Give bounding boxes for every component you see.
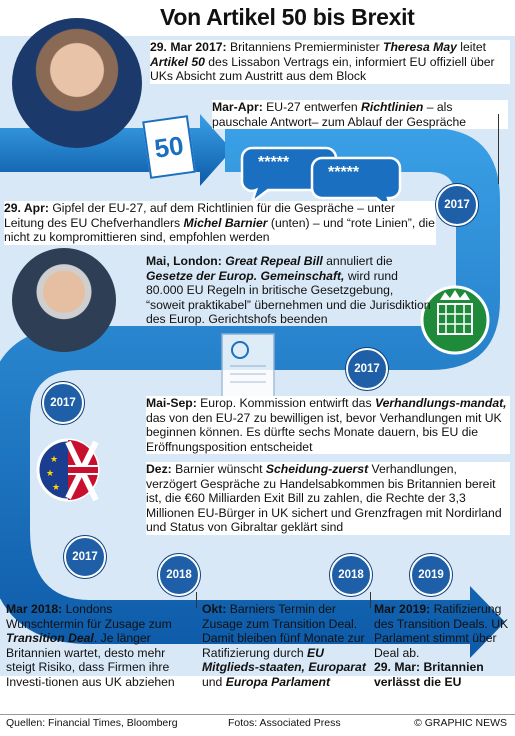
- year-badge: 2017: [42, 382, 84, 424]
- connector-line: [498, 114, 499, 184]
- theresa-may-photo: [12, 18, 142, 148]
- page-title: Von Artikel 50 bis Brexit: [160, 4, 415, 30]
- article-50-icon: 50: [142, 115, 196, 179]
- svg-text:★: ★: [50, 455, 59, 465]
- footer-copyright: © GRAPHIC NEWS: [414, 717, 507, 729]
- event-eu-summit: 29. Apr: Gipfel der EU-27, auf dem Richtlinien für die Gespräche – unter Leitung des EU Chefverhandlers Michel Barnier (unten) – und “rote Linien”, die nicht zu kompromittieren sind, empfohlen werden: [4, 201, 435, 245]
- event-transition-deal-london: Mar 2018: Londons Wunschtermin für Zusage zum Transition Deal. Je länger Britannien wartet, desto mehr steigt Risiko, dass Firmen ihre Investi-tionen aus UK abziehen: [6, 602, 175, 689]
- year-badge: 2018: [330, 554, 372, 596]
- event-barnier-deadline: Okt: Barniers Termin der Zusage zum Transition Deal. Damit bleiben fünf Monate zur Ratifizierung durch EU Mitglieds-staaten, Europarat und Europa Parlament: [202, 602, 366, 689]
- speech-bubble-1-text: *****: [258, 154, 290, 171]
- event-divorce-first: Dez: Barnier wünscht Scheidung-zuerst Verhandlungen, verzögert Gespräche zu Handelsabkommen bis Britannien bereit ist, die €60 Milliarden Exit Bill zu zahlen, die Rechte der 3,3 Millionen EU-Bürger in UK sichert und Grenzfragen mit Nordirland und Status von Gibraltar geklärt sind: [146, 462, 510, 535]
- svg-text:★: ★: [46, 469, 55, 479]
- footer-divider: [0, 714, 515, 715]
- svg-text:★: ★: [52, 483, 61, 493]
- footer-sources: Quellen: Financial Times, Bloomberg: [6, 717, 178, 729]
- year-badge: 2019: [410, 554, 452, 596]
- footer-photo-credit: Fotos: Associated Press: [228, 717, 341, 729]
- year-badge: 2017: [436, 184, 478, 226]
- event-great-repeal-bill: Mai, London: Great Repeal Bill annuliert die Gesetze der Europ. Gemeinschaft, wird rund 80.000 EU Regeln in britische Gesetzgebung, “soweit praktikabel” übernehmen und die Jurisdiktion des Europ. Gerichtshofs beenden: [146, 254, 431, 327]
- event-ratification: Mar 2019: Ratifizierung des Transition Deals. UK Parlament stimmt über Deal ab. 29. Mar: Britannien verlässt die EU: [374, 602, 509, 689]
- event-negotiation-mandate: Mai-Sep: Europ. Kommission entwirft das Verhandlungs-mandat, das von den EU-27 zu bewilligen ist, bevor Verhandlungen mit UK beginnen können. Es dürfte sechs Monate dauern, bis EU die Eröffnungsposition entscheidet: [146, 396, 510, 454]
- year-badge: 2017: [64, 536, 106, 578]
- eu-uk-flag-icon: [38, 440, 98, 500]
- speech-bubble-2-text: *****: [328, 164, 360, 181]
- event-guidelines: Mar-Apr: EU-27 entwerfen Richtlinien – als pauschale Antwort– zum Ablauf der Gespräche: [212, 100, 508, 129]
- document-icon: [222, 334, 274, 398]
- year-badge: 2017: [346, 348, 388, 390]
- connector-line: [196, 592, 197, 608]
- event-article-50: 29. Mar 2017: Britanniens Premierminister Theresa May leitet Artikel 50 des Lissabon Vertrags ein, informiert EU offiziell über UKs Absicht zum Austritt aus dem Block: [150, 40, 510, 84]
- michel-barnier-photo: [12, 248, 116, 352]
- year-badge: 2018: [158, 554, 200, 596]
- connector-line: [370, 592, 371, 608]
